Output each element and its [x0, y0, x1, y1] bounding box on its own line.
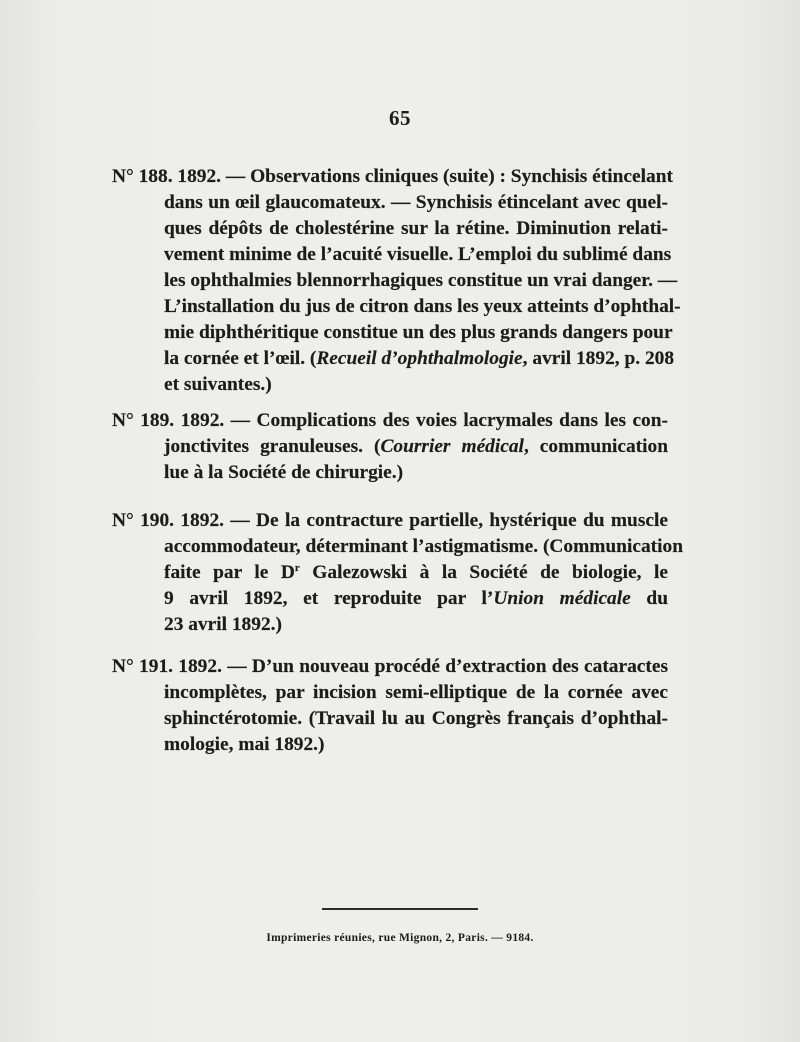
entry-line: N° 190. 1892. — De la contracture partielle, hystérique du muscle — [112, 510, 668, 531]
entry-line: 23 avril 1892.) — [164, 614, 282, 635]
printer-imprint: Imprimeries réunies, rue Mignon, 2, Paris. — 9184. — [266, 932, 534, 944]
entry-line: mie diphthéritique constitue un des plus grands dangers pour — [164, 322, 673, 343]
page-number: 65 — [389, 106, 411, 130]
entry-line: sphinctérotomie. (Travail lu au Congrès français d’ophthal- — [164, 708, 668, 729]
entry-text: du — [630, 588, 668, 609]
entry-text: , avril 1892, p. 208 — [522, 348, 675, 369]
entry-line — [112, 560, 668, 586]
entry-text: 9 avril 1892, et reproduite par l’ — [164, 588, 494, 609]
entry-line — [112, 586, 668, 612]
entry-line: accommodateur, déterminant l’astigmatisme. (Communication — [164, 536, 683, 557]
entry-189 — [112, 408, 668, 486]
entry-line: mologie, mai 1892.) — [164, 734, 325, 755]
footer-rule — [322, 908, 478, 910]
entry-line: N° 189. 1892. — Complications des voies lacrymales dans les con- — [112, 410, 668, 431]
entry-line: N° 188. 1892. — Observations cliniques (suite) : Synchisis étincelant — [112, 166, 673, 187]
entry-line: ques dépôts de cholestérine sur la rétine. Diminution relati- — [164, 218, 668, 239]
source-title: Recueil d’ophthalmologie — [316, 348, 523, 369]
entry-188 — [112, 164, 681, 398]
entry-line — [112, 346, 675, 372]
source-title: Courrier médical — [380, 436, 524, 457]
entry-line: lue à la Société de chirurgie.) — [164, 462, 404, 483]
entry-line: et suivantes.) — [164, 374, 272, 395]
superscript: r — [294, 562, 300, 574]
entry-line: incomplètes, par incision semi-elliptique de la cornée avec — [164, 682, 668, 703]
entry-line: L’installation du jus de citron dans les yeux atteints d’ophthal- — [164, 296, 681, 317]
entry-text: la cornée et l’œil. ( — [164, 348, 317, 369]
entry-line — [112, 434, 668, 460]
source-title: Union médicale — [493, 588, 631, 609]
entry-191 — [112, 654, 668, 758]
entry-text: faite par le D — [164, 562, 295, 583]
entry-line: dans un œil glaucomateux. — Synchisis étincelant avec quel- — [164, 192, 668, 213]
entry-text: jonctivites granuleuses. ( — [164, 436, 381, 457]
entry-text: , communication — [523, 436, 668, 457]
entry-text: Galezowski à la Société de biologie, le — [299, 562, 668, 583]
entry-line: les ophthalmies blennorrhagiques constitue un vrai danger. — — [164, 270, 678, 291]
entry-line: N° 191. 1892. — D’un nouveau procédé d’extraction des cataractes — [112, 656, 668, 677]
entry-190 — [112, 508, 683, 638]
entry-line: vement minime de l’acuité visuelle. L’emploi du sublimé dans — [164, 244, 672, 265]
